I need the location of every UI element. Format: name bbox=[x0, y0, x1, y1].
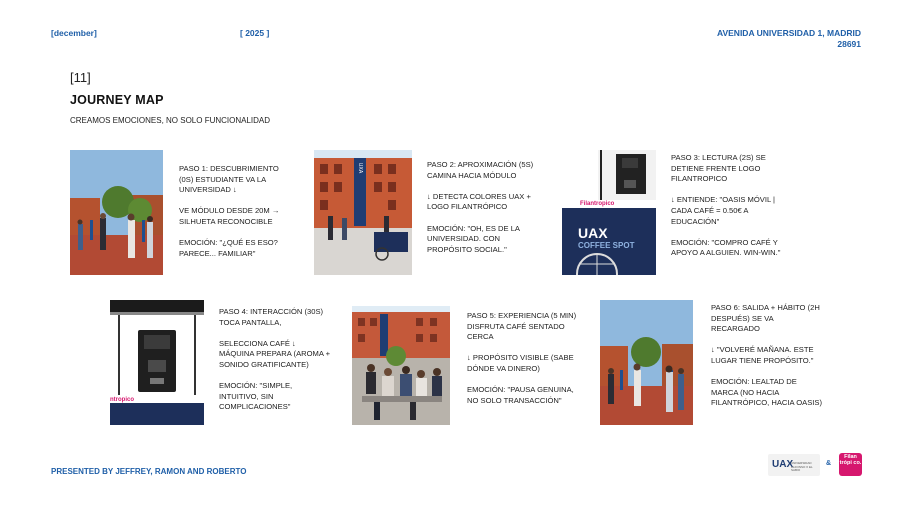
step-4-photo bbox=[110, 300, 204, 425]
step-4-text bbox=[219, 307, 331, 424]
step-3-title: PASO 3: LECTURA (2S) SE DETIENE FRENTE LOGO FILANTROPICO bbox=[671, 153, 766, 184]
step-6-emotion: EMOCIÓN: LEALTAD DE MARCA (NO HACIA FILANTRÓPICO, HACIA OASIS) bbox=[711, 377, 822, 408]
header-month: [december] bbox=[51, 28, 97, 38]
step-4-title: PASO 4: INTERACCIÓN (30S) TOCA PANTALLA, bbox=[219, 307, 324, 327]
step-6-detail: ↓ "VOLVERÉ MAÑANA. ESTE LUGAR TIENE PROPÓSITO." bbox=[711, 345, 814, 365]
step-2-detail: ↓ DETECTA COLORES UAX + LOGO FILANTRÓPICO bbox=[427, 191, 531, 212]
step-3-detail: ↓ ENTIENDE: "OASIS MÓVIL | CADA CAFÉ = 0.50€ A EDUCACIÓN" bbox=[671, 195, 775, 226]
step-3-text bbox=[671, 153, 783, 270]
step-4-emotion: EMOCIÓN: "SIMPLE, INTUITIVO, SIN COMPLICACIONES" bbox=[219, 381, 293, 412]
cart-text-coffee: COFFEE SPOT bbox=[578, 241, 635, 250]
uax-logo-subtext: UNIVERSIDAD ALFONSO X EL SABIO bbox=[791, 461, 813, 472]
uax-logo bbox=[768, 454, 820, 476]
step-5-title: PASO 5: EXPERIENCIA (5 MIN) DISFRUTA CAFÉ SENTADO CERCA bbox=[467, 311, 577, 342]
step-1-emotion: EMOCIÓN: "¿QUÉ ES ESO? PARECE... FAMILIAR" bbox=[179, 238, 278, 258]
step-6-photo bbox=[600, 300, 693, 425]
logo-ampersand: & bbox=[826, 460, 832, 467]
step-2-emotion: EMOCIÓN: "OH, ES DE LA UNIVERSIDAD. CON PROPÓSITO SOCIAL." bbox=[427, 223, 520, 254]
step-6-text bbox=[711, 303, 823, 420]
step-1-photo bbox=[70, 150, 163, 275]
step-2-text bbox=[427, 160, 539, 266]
step-6-title: PASO 6: SALIDA + HÁBITO (2H DESPUÉS) SE VA RECARGADO bbox=[711, 303, 820, 334]
step-5-text bbox=[467, 311, 579, 417]
step-5-detail: ↓ PROPÓSITO VISIBLE (SABE DÓNDE VA DINERO) bbox=[467, 353, 574, 373]
step-2-title: PASO 2: APROXIMACIÓN (5S) CAMINA HACIA MÓDULO bbox=[427, 160, 534, 180]
cart-text-uax: UAX bbox=[578, 225, 608, 241]
step-1-text bbox=[179, 164, 289, 270]
page-title: JOURNEY MAP bbox=[70, 93, 164, 107]
uax-logo-text: UAX bbox=[772, 459, 794, 470]
footer-credits: PRESENTED BY JEFFREY, RAMON AND ROBERTO bbox=[51, 467, 247, 476]
step-2-photo bbox=[314, 150, 412, 275]
step-3-photo bbox=[562, 150, 656, 275]
machine-brand-text: ntropico bbox=[110, 397, 134, 403]
filantropico-logo: Filan trópi co. bbox=[839, 453, 862, 476]
step-5-emotion: EMOCIÓN: "PAUSA GENUINA, NO SOLO TRANSACCIÓN" bbox=[467, 385, 574, 405]
step-4-detail: SELECCIONA CAFÉ ↓ MÁQUINA PREPARA (AROMA + SONIDO GRATIFICANTE) bbox=[219, 338, 331, 369]
step-3-emotion: EMOCIÓN: "COMPRO CAFÉ Y APOYO A ALGUIEN. WIN-WIN." bbox=[671, 237, 781, 258]
address-line-1: AVENIDA UNIVERSIDAD 1, MADRID bbox=[716, 28, 861, 38]
header-address bbox=[717, 28, 861, 50]
step-1-detail: VE MÓDULO DESDE 20M → SILHUETA RECONOCIBLE bbox=[179, 206, 280, 226]
address-line-2: 28691 bbox=[837, 39, 861, 49]
step-1-title: PASO 1: DESCUBRIMIENTO (0S) ESTUDIANTE VA LA UNIVERSIDAD ↓ bbox=[179, 164, 279, 195]
header-year: [ 2025 ] bbox=[240, 28, 270, 38]
page-number: [11] bbox=[70, 70, 91, 85]
page-subtitle: CREAMOS EMOCIONES, NO SOLO FUNCIONALIDAD bbox=[70, 116, 271, 125]
cart-brand-text: Filantropico bbox=[580, 201, 615, 207]
sign-text: UXA bbox=[357, 162, 363, 174]
step-5-photo bbox=[352, 306, 450, 425]
